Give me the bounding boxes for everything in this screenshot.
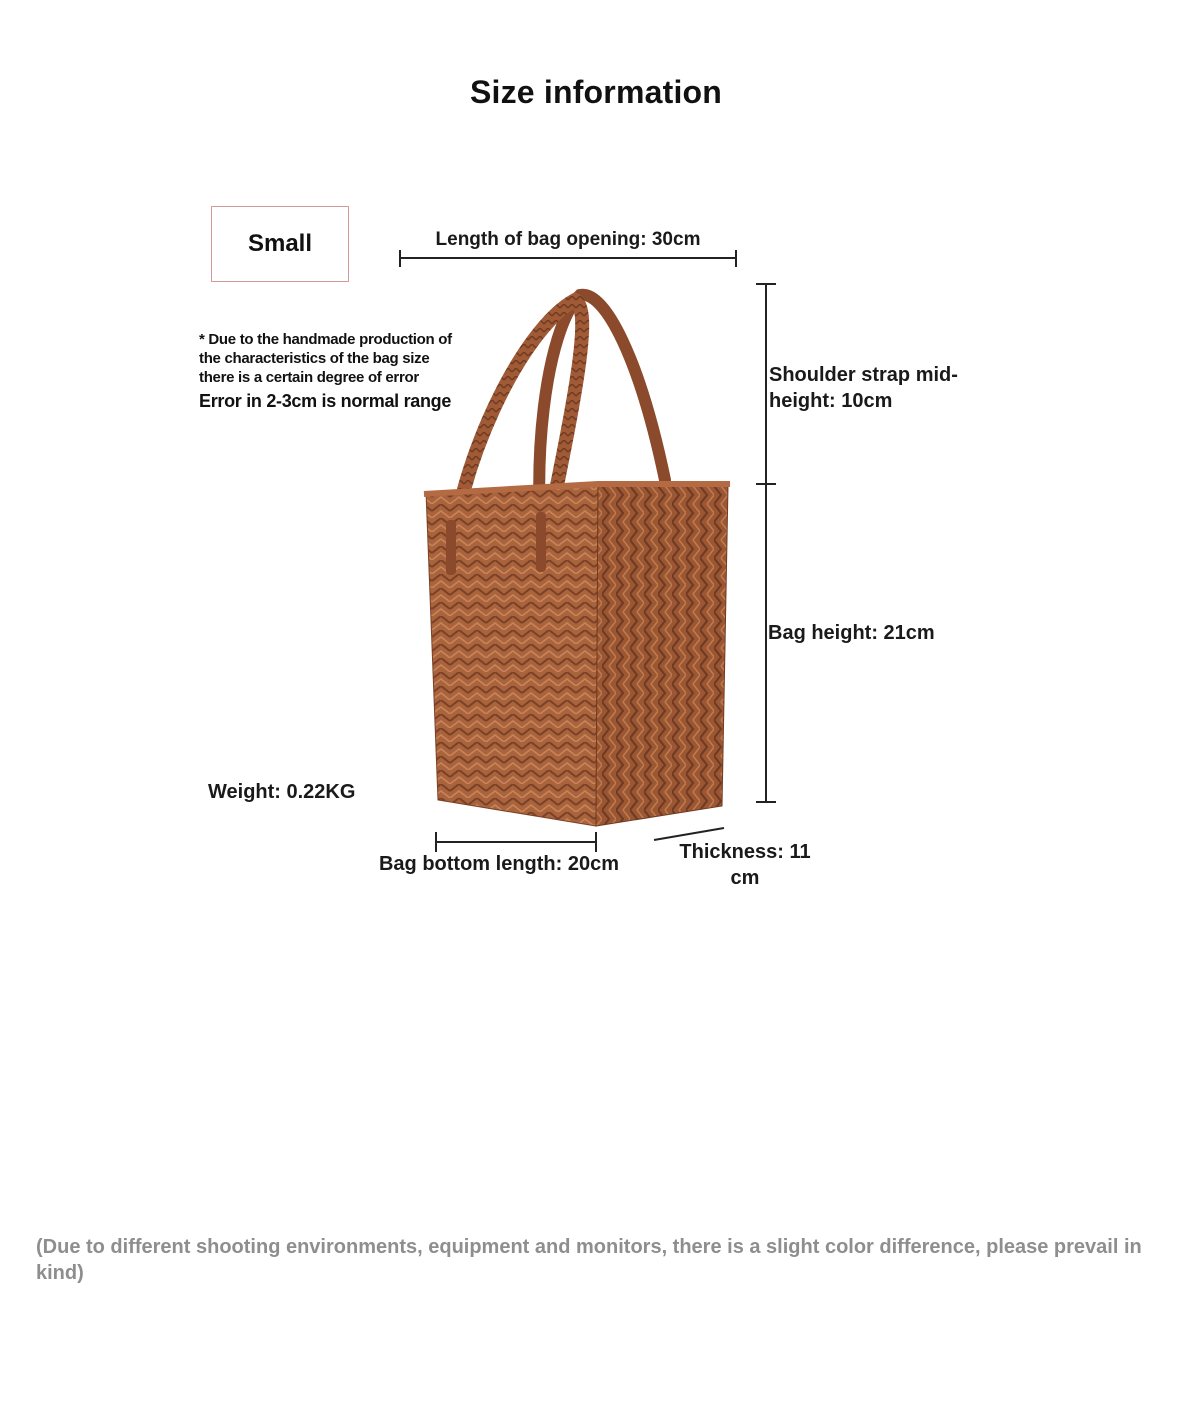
- strap-height-label: [769, 362, 999, 414]
- page-title: Size information: [469, 74, 723, 110]
- bag-side: [596, 486, 728, 826]
- bottom-length-label: Bag bottom length: 20cm: [378, 853, 619, 875]
- color-disclaimer: (Due to different shooting environments, equipment and monitors, there is a slight color difference, please prevail in kind): [36, 1236, 1142, 1284]
- note-line-1: * Due to the handmade production of: [199, 331, 452, 348]
- weight-label: Weight: 0.22KG: [208, 781, 356, 803]
- thickness-line-1: Thickness: 11: [679, 841, 811, 863]
- bag-height-label: Bag height: 21cm: [768, 622, 935, 644]
- note-line-2: the characteristics of the bag size: [199, 350, 430, 367]
- strap-height-line-1: Shoulder strap mid-: [769, 364, 958, 386]
- thickness-label: [660, 839, 830, 891]
- note-line-4: Error in 2-3cm is normal range: [199, 391, 452, 411]
- size-badge: Small: [211, 206, 349, 282]
- opening-length-label: Length of bag opening: 30cm: [435, 229, 701, 250]
- strap-height-line-2: height: 10cm: [769, 390, 893, 412]
- note-line-3: there is a certain degree of error: [199, 369, 419, 386]
- thickness-line-2: cm: [730, 867, 760, 889]
